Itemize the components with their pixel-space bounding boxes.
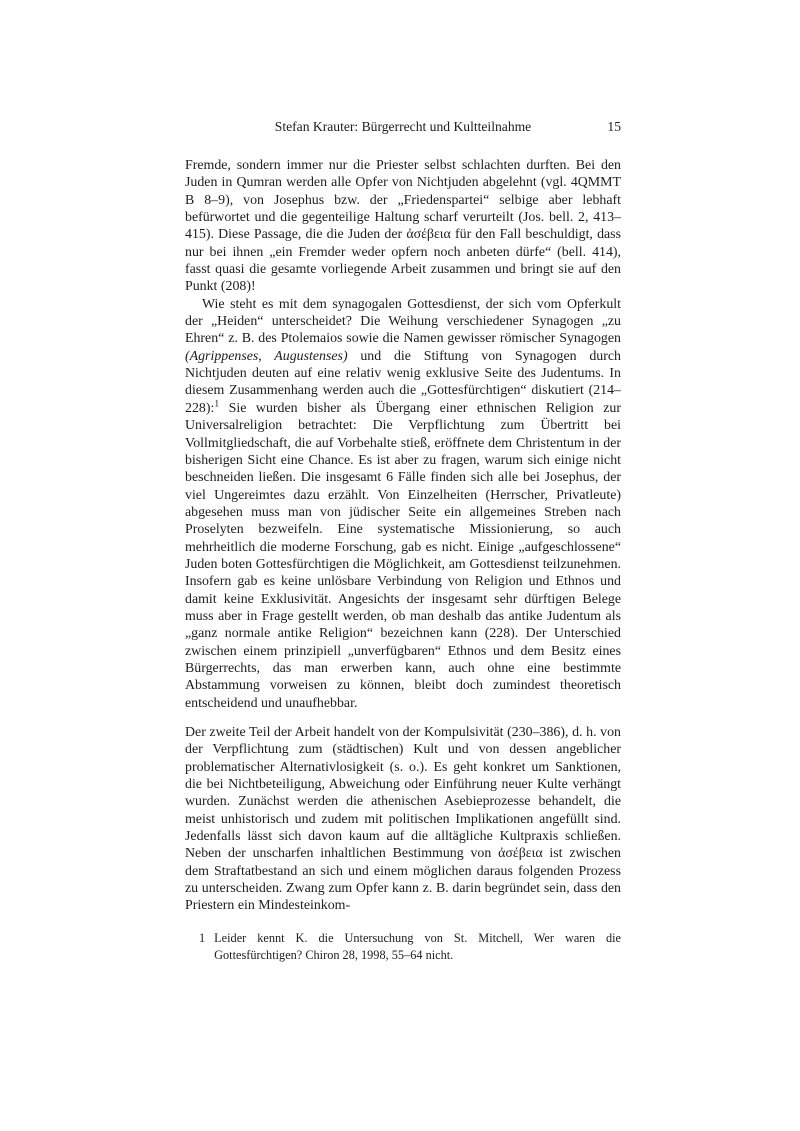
footnote-1 bbox=[185, 930, 621, 964]
paragraph-3 bbox=[185, 724, 621, 915]
page-title: Stefan Krauter: Bürgerrecht und Kultteilnahme bbox=[274, 119, 532, 134]
paragraph-1-text-cont: für den Fall beschuldigt, dass nur bei ihnen „ein Fremder weder opfern noch anbeten dürfe“ (bell. 414), fasst quasi die gesamte vorliegende Arbeit zusammen und bringt sie auf den Punkt (208)! bbox=[185, 227, 621, 295]
paragraph-3-text-cont: ist zwischen dem Straftatbestand an sich und einem möglichen daraus folgenden Prozess zu unterscheiden. Zwang zum Opfer kann z. B. darin begründet sein, dass den Priestern ein Mindesteinkom- bbox=[185, 846, 621, 914]
footnote-text: Leider kennt K. die Untersuchung von St. Mitchell, Wer waren die Gottesfürchtigen? Chiron 28, 1998, 55–64 nicht. bbox=[214, 930, 621, 962]
greek-term-asebeia: ἀσέβεια bbox=[406, 227, 451, 243]
paragraph-2-text-cont: und die Stiftung von Synagogen durch Nichtjuden deuten auf eine relativ wenig exklusive Seite des Judentums. In diesem Zusammenhang werden auch die „Gottesfürchtigen“ diskutiert (214–228): bbox=[185, 348, 621, 416]
paragraph-3-text: Der zweite Teil der Arbeit handelt von der Kompulsivität (230–386), d. h. von der Verpflichtung zum (städtischen) Kult und von dessen angeblicher problematischer Alternativlosigkeit (s. o.). Es geht konkret um Sanktionen, die bei Nichtbeteiligung, Abweichung oder Einführung neuer Kulte verhängt wurden. Zunächst werden die athenischen Asebieprozesse behandelt, die meist unhistorisch und zudem mit politischen Implikationen angefüllt sind. Jedenfalls lässt sich davon kaum auf die alltägliche Kultpraxis schließen. Neben der unscharfen inhaltlichen Bestimmung von bbox=[185, 725, 621, 862]
greek-term-asebeia-2: ἀσέβεια bbox=[498, 846, 543, 862]
paragraph-1 bbox=[185, 157, 621, 296]
paragraph-2 bbox=[185, 296, 621, 712]
page-number: 15 bbox=[607, 119, 621, 134]
footnote-reference-1: 1 bbox=[214, 399, 220, 410]
text-column bbox=[185, 119, 621, 964]
paragraph-2-text: Wie steht es mit dem synagogalen Gottesdienst, der sich vom Opferkult der „Heiden“ unterscheidet? Die Weihung verschiedener Synagogen „zu Ehren“ z. B. des Ptolemaios sowie die Namen gewisser römischer Synagogen bbox=[185, 296, 621, 347]
paragraph-2-text-end: Sie wurden bisher als Übergang einer ethnischen Religion zur Universalreligion betrachtet: Die Verpflichtung zum Übertritt bei Vollmitgliedschaft, die auf Vorbehalte stieß, eröffnete dem Christentum in der bisherigen Sicht eine Chance. Es ist aber zu fragen, warum sich einige nicht beschneiden ließen. Die insgesamt 6 Fälle finden sich alle bei Josephus, der viel Ungereimtes dazu erzählt. Von Einzelheiten (Herrscher, Privatleute) abgesehen muss man von jüdischer Seite ein allgemeines Streben nach Proselyten bezweifeln. Eine systematische Missionierung, so auch mehrheitlich die moderne Forschung, gab es nicht. Einige „aufgeschlossene“ Juden boten Gottesfürchtigen die Möglichkeit, am Gottesdienst teilzunehmen. Insofern gab es keine unlösbare Verbindung von Religion und Ethnos und damit keine Exklusivität. Angesichts der insgesamt sehr dürftigen Belege muss aber in Frage gestellt werden, ob man deshalb das antike Judentum als „ganz normale antike Religion“ bezeichnen kann (228). Der Unterschied zwischen einem prinzipiell „unverfügbaren“ Ethnos und dem Besitz eines Bürgerrechts, das man erwerben kann, auch ohne eine bestimmte Abstammung vorweisen zu können, bleibt doch zumindest theoretisch entscheidend und unaufhebbar. bbox=[185, 400, 621, 711]
footnote-number: 1 bbox=[199, 930, 206, 945]
latin-synagogue-names: (Agrippenses, Augustenses) bbox=[185, 348, 348, 364]
paragraph-1-text: Fremde, sondern immer nur die Priester selbst schlachten durften. Bei den Juden in Qumran werden alle Opfer von Nichtjuden abgelehnt (vgl. 4QMMT B 8–9), von Josephus bzw. der „Friedenspartei“ selbige aber lebhaft befürwortet und die gegenteilige Haltung scharf verurteilt (Jos. bell. 2, 413–415). Diese Passage, die die Juden der bbox=[185, 158, 621, 243]
running-head bbox=[185, 119, 621, 135]
